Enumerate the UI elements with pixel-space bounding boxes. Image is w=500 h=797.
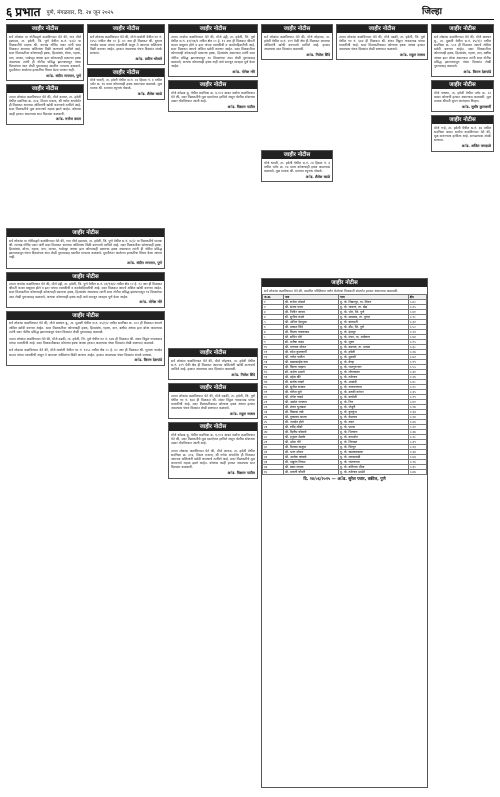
table-cell: ०.२५ bbox=[408, 305, 426, 310]
notice-body: मौजे पाषाण, ता. हवेली येथील प्लॉट क्र. २२ बाबत कोणाची हरकत असल्यास कळवावी. मूळ मालक श्रीमती सुमन आनंदराव निम्हण. bbox=[434, 90, 491, 104]
column-6 bbox=[431, 24, 494, 792]
notice-title: जाहीर नोटीस bbox=[432, 116, 493, 124]
schedule-footer: दि. २४/०६/२०२५ — अॅड. सुरेश पवार, वकील, पुणे bbox=[303, 476, 386, 482]
table-cell: मु. पो. दौंड, जि. पुणे bbox=[338, 325, 408, 330]
table-cell: श्री. सुनील बनकर bbox=[283, 385, 338, 390]
table-cell: ०.४६ bbox=[408, 420, 426, 425]
table-cell: ०.१६ bbox=[408, 460, 426, 465]
notice-title: जाहीर नोटीस bbox=[337, 25, 427, 33]
table-cell: मु. पो. कामशेत bbox=[338, 435, 408, 440]
table-cell: मु. पो. पाटस bbox=[338, 425, 408, 430]
table-cell: १६ bbox=[263, 375, 284, 380]
column-2 bbox=[87, 24, 165, 224]
notice-title: जाहीर नोटीस bbox=[169, 384, 257, 392]
table-cell: ०.३२ bbox=[408, 320, 426, 325]
table-cell: २३ bbox=[263, 410, 284, 415]
table-cell: २४ bbox=[263, 415, 284, 420]
lower-middle-block bbox=[168, 348, 258, 792]
schedule-title: जाहीर नोटीस bbox=[262, 279, 427, 287]
notice-signature: अॅड. मनोज कदम bbox=[55, 117, 81, 122]
table-cell: ०.२० bbox=[408, 385, 426, 390]
table-cell: मु. पो. नारायणगाव bbox=[338, 385, 408, 390]
notice-body: तमाम लोकांस कळविण्यात येते की, मौजे वडकी, ता. हवेली, जि. पुणे येथील गट नं. ६७४ ही मिळकत श्री. शंकर विठ्ठल गायकवाड यांच्या मालकीची आहे. सदर मिळकतीबाबत कोणाचा हक्क अथवा हरकत असल्यास पंधरा दिवसांत लेखी स्वरूपात कळवावे. bbox=[171, 393, 255, 411]
table-cell: मु. पो. पिरंगुट bbox=[338, 445, 408, 450]
newspaper-brand: प्रभात bbox=[15, 5, 41, 19]
table-cell: मु. पो. राजगुरुनगर bbox=[338, 365, 408, 370]
notice-box bbox=[168, 422, 258, 478]
table-cell: श्री. रमेश कुलकर्णी bbox=[283, 350, 338, 355]
table-cell: मु. पो. मुळशी bbox=[338, 355, 408, 360]
table-cell: ९ bbox=[263, 340, 284, 345]
notice-body: सर्व लोकांस कळविण्यात येते की, मौजे बावधन बु., ता. मुळशी येथील स.नं. ४५/१/२ मधील सदनिका क्र. ५०२ ही मिळकत आमचे अशिल खरेदी करणार आहेत. सदर मिळकतीवर कोणाचाही हक्क, हितसंबंध, गहाण, दान, बक्षीस अथवा इतर बोजा असल्यास त्यांनी सदर नोटीस प्रसिद्ध झाल्यापासून पंधरा दिवसांत लेखी पुराव्यासह कळवावे. bbox=[434, 34, 491, 68]
table-cell: ०.३४ bbox=[408, 450, 426, 455]
table-cell: ०.३० bbox=[408, 465, 426, 470]
table-row bbox=[263, 470, 427, 475]
table-cell: ०.४२ bbox=[408, 355, 426, 360]
table-cell: श्री. योगेश घुले bbox=[283, 390, 338, 395]
notice-box bbox=[431, 80, 494, 112]
table-cell: २६ bbox=[263, 425, 284, 430]
table-cell: ०.४० bbox=[408, 300, 426, 305]
column-5 bbox=[336, 24, 428, 274]
notice-signature: अॅड. किरण देशपांडे bbox=[134, 358, 162, 363]
table-cell: मु. पो. तळेगाव bbox=[338, 375, 408, 380]
col-header: अ.क्र. bbox=[263, 295, 284, 300]
column-4-lower bbox=[261, 150, 333, 274]
notice-signature: अॅड. निलेश शिंदे bbox=[306, 52, 330, 57]
column-3 bbox=[168, 24, 258, 344]
notice-box bbox=[261, 150, 333, 182]
notice-box bbox=[168, 383, 258, 419]
table-cell: मु. पो. निरा bbox=[338, 400, 408, 405]
table-cell: मु. पो. जेजुरी bbox=[338, 405, 408, 410]
table-cell: मु. पो. लोणावळा bbox=[338, 370, 408, 375]
table-cell: ०.३५ bbox=[408, 390, 426, 395]
notice-body: मौजे कोंढवा बु. येथील सदनिका क्र. ए-१०२ बाबत सर्वांना कळविण्यात येते की, सदर मिळकतीचे मूळ दस्तऐवज हरविले असून पोलीस स्टेशनला तक्रार नोंदविण्यात आली आहे. bbox=[171, 432, 255, 446]
notice-body: मौजे धायरी, ता. हवेली येथील स.नं. ८४ हिस्सा नं. ३ मधील प्लॉट क्र. १७ यावर कोणाचाही हक्क असल्यास कळवावे. मूळ मालक श्री. दत्तात्रय रघुनाथ पोकळे. bbox=[264, 160, 330, 173]
table-cell: श्री. संतोष लांडगे bbox=[283, 380, 338, 385]
table-cell: मु. पो. चाकण, ता. खेड bbox=[338, 305, 408, 310]
table-cell: मु. पो. सासवड, ता. पुरंदर bbox=[338, 315, 408, 320]
table-cell: ०.४१ bbox=[408, 400, 426, 405]
table-cell: मु. पो. भिगवण bbox=[338, 430, 408, 435]
notice-title: जाहीर नोटीस bbox=[169, 423, 257, 431]
notice-body: सर्व लोकांस या नोटीसद्वारे कळविण्यात येते की, गाव मौजे हडपसर, ता. हवेली, जि. पुणे येथील स.नं. ४२/२ या मिळकतीचे मालक श्री. रामचंद्र गोविंद पवार यांनी सदर मिळकत आमच्या अशिलांना विक्री करण्याचे ठरविले आहे. सदर मिळकतीवर कोणाचाही हक्क, हितसंबंध, बोजा, गहाण, दान, वारसा, भाडेपट्टा अथवा इतर कोणत्याही प्रकारचा हक्क असल्यास त्यांनी ही नोटीस प्रसिद्ध झाल्यापासून पंधरा दिवसांच्या आत लेखी पुराव्यासह खालील पत्त्यावर कळवावे. मुदतीनंतर आलेल्या हरकतींचा विचार केला जाणार नाही. bbox=[9, 34, 81, 73]
table-cell: २० bbox=[263, 395, 284, 400]
column-1 bbox=[6, 24, 84, 224]
notice-signature: अॅड. राहुल जाधव bbox=[399, 52, 425, 57]
table-cell: ०.२६ bbox=[408, 375, 426, 380]
table-cell: श्री. प्रकाश शिंदे bbox=[283, 325, 338, 330]
table-cell: ११ bbox=[263, 350, 284, 355]
table-cell: मु. पो. तळेगाव ढमढेरे bbox=[338, 470, 408, 475]
notice-box bbox=[6, 24, 84, 81]
table-cell: १२ bbox=[263, 355, 284, 360]
table-cell: मु. पो. हवेली bbox=[338, 350, 408, 355]
schedule-body bbox=[263, 300, 427, 475]
table-cell: ०.२३ bbox=[408, 445, 426, 450]
table-cell: ०.५५ bbox=[408, 365, 426, 370]
table-cell: मु. पो. कोरेगाव भीमा bbox=[338, 465, 408, 470]
table-cell: ०.१५ bbox=[408, 340, 426, 345]
table-cell: ०.४४ bbox=[408, 335, 426, 340]
table-cell: ०.३३ bbox=[408, 410, 426, 415]
table-cell: मु. पो. बारामती bbox=[338, 320, 408, 325]
table-cell: मु. पो. वडगाव, ता. मावळ bbox=[338, 345, 408, 350]
table-cell: श्री. किरण चव्हाण bbox=[283, 365, 338, 370]
table-cell: श्री. नितीन जाधव bbox=[283, 310, 338, 315]
table-cell: ०.३७ bbox=[408, 430, 426, 435]
lower-left-block bbox=[6, 228, 165, 792]
schedule-intro: सर्व लोकांस कळविण्यात येते की, खालील परिशिष्टात वर्णन केलेल्या मिळकती संदर्भात हरकत असल्यास कळवावी. bbox=[264, 288, 399, 293]
notice-body: सर्व लोकांस कळविण्यात येते की, मौजे वाघोली येथील गट नं. १२५८ मधील क्षेत्र ०० हे. ४० आर ही मिळकत श्री. सुभाष नामदेव सातव यांच्या मालकीची असून ते आमच्या अशिलांना विक्री करणार आहेत. हरकत असल्यास पंधरा दिवसांत संपर्क साधावा. bbox=[90, 34, 162, 56]
notice-body: तमाम जनतेस कळविण्यात येते की, मौजे उंड्री, ता. हवेली, जि. पुणे येथील स.नं. ३१/१अ/२ मधील क्षेत्र ०० हे. १२ आर ही मिळकत श्रीमती कमल बाबुराव होले व इतर यांच्या मालकीची व कब्जेवहिवाटीची आहे. सदर मिळकत आमचे अशिल खरेदी करणार आहेत. सदर मिळकतीवर कोणाचाही कोणत्याही प्रकारचा हक्क, हितसंबंध असल्यास त्यांनी सदर नोटीस प्रसिद्ध झाल्यापासून १४ दिवसांच्या आत लेखी पुराव्यासह कळवावे, अन्यथा कोणाचाही हक्क नाही असे समजून व्यवहार पूर्ण केला जाईल. bbox=[171, 34, 255, 68]
table-cell: ५ bbox=[263, 320, 284, 325]
notice-signature: अॅड. प्रवीण भोसले bbox=[135, 57, 162, 62]
notice-title: जाहीर नोटीस bbox=[7, 85, 83, 93]
table-cell: मु. पो. उरुळी कांचन bbox=[338, 390, 408, 395]
table-cell: श्री. अनिल देशमुख bbox=[283, 320, 338, 325]
table-cell: श्री. बबन जाधव bbox=[283, 465, 338, 470]
col-header: क्षेत्र bbox=[408, 295, 426, 300]
table-cell: मु. पो. शिरवळ bbox=[338, 440, 408, 445]
notice-signature: अॅड. अजित जगदाळे bbox=[461, 144, 491, 149]
notice-title: जाहीर नोटीस bbox=[432, 81, 493, 89]
notice-box bbox=[431, 24, 494, 77]
table-cell: ०.३१ bbox=[408, 370, 426, 375]
table-cell: मु. पो. आळंदी bbox=[338, 380, 408, 385]
table-cell: श्री. हनुमंत शेळके bbox=[283, 435, 338, 440]
notice-title: जाहीर नोटीस bbox=[169, 81, 257, 89]
table-cell: ०.२९ bbox=[408, 395, 426, 400]
notice-body: सर्व लोकांस कळविण्यात येते की, मौजे बावधन बु., ता. मुळशी येथील स.नं. ४५/१/२ मधील सदनिका क्र. ५०२ ही मिळकत आमचे अशिल खरेदी करणार आहेत. सदर मिळकतीवर कोणाचाही हक्क, हितसंबंध, गहाण, दान, बक्षीस अथवा इतर बोजा असल्यास त्यांनी सदर नोटीस प्रसिद्ध झाल्यापासून पंधरा दिवसांत लेखी पुराव्यासह कळवावे. bbox=[9, 321, 162, 334]
table-cell: श्री. भरत दरेकर bbox=[283, 450, 338, 455]
notice-signature: अॅड. योगेश मोरे bbox=[232, 69, 255, 74]
table-cell: २५ bbox=[263, 420, 284, 425]
table-cell: १८ bbox=[263, 385, 284, 390]
notice-box bbox=[6, 272, 165, 308]
notice-box bbox=[261, 24, 333, 60]
dateline: पुणे, मंगळवार, दि. २४ जून २०२५ bbox=[46, 10, 114, 16]
table-cell: १५ bbox=[263, 370, 284, 375]
table-cell: ३४ bbox=[263, 465, 284, 470]
table-cell: १७ bbox=[263, 380, 284, 385]
notice-body: तमाम लोकांस कळविण्यात येते की, मौजे कात्रज, ता. हवेली येथील सदनिका क्र. ३०४, तिसरा मजला, श्री गणेश अपार्टमेंट ही मिळकत आमच्या अशिलांनी खरेदी करण्याचे ठरविले आहे. सदर मिळकतीचे मूळ करारनामे गहाळ झाले आहेत. कोणास काही हरकत असल्यास सात दिवसांत कळवावी. bbox=[9, 94, 81, 116]
notice-box bbox=[6, 84, 84, 125]
notice-box bbox=[87, 68, 165, 100]
table-cell: २८ bbox=[263, 435, 284, 440]
notice-title: जाहीर नोटीस bbox=[7, 273, 164, 281]
table-cell: सौ. अर्चना ढमाले bbox=[283, 370, 338, 375]
table-cell: ०.१७ bbox=[408, 405, 426, 410]
notice-title: जाहीर नोटीस bbox=[7, 25, 83, 33]
table-cell: मु. पो. यवत bbox=[338, 420, 408, 425]
table-cell: १३ bbox=[263, 360, 284, 365]
notice-body: तमाम जनतेस कळविण्यात येते की, मौजे उंड्री, ता. हवेली, जि. पुणे येथील स.नं. ३१/१अ/२ मधील क्षेत्र ०० हे. १२ आर ही मिळकत श्रीमती कमल बाबुराव होले व इतर यांच्या मालकीची व कब्जेवहिवाटीची आहे. सदर मिळकत आमचे अशिल खरेदी करणार आहेत. सदर मिळकतीवर कोणाचाही कोणत्याही प्रकारचा हक्क, हितसंबंध असल्यास त्यांनी सदर नोटीस प्रसिद्ध झाल्यापासून १४ दिवसांच्या आत लेखी पुराव्यासह कळवावे, अन्यथा कोणाचाही हक्क नाही असे समजून व्यवहार पूर्ण केला जाईल. bbox=[9, 282, 162, 299]
table-cell: मु. पो. केडगाव bbox=[338, 415, 408, 420]
col-header: पत्ता bbox=[338, 295, 408, 300]
table-cell: ०.३९ bbox=[408, 440, 426, 445]
table-cell: ०.४७ bbox=[408, 470, 426, 475]
table-cell: १० bbox=[263, 345, 284, 350]
table-cell: ७ bbox=[263, 330, 284, 335]
table-cell: श्री. रवींद्र ठोंबरे bbox=[283, 425, 338, 430]
notice-title: जाहीर नोटीस bbox=[262, 151, 332, 159]
table-cell: ०.२२ bbox=[408, 330, 426, 335]
notice-signature: अॅड. सुधीर कुलकर्णी bbox=[461, 104, 491, 109]
table-cell: २२ bbox=[263, 405, 284, 410]
table-cell: श्री. मारुती चौधरी bbox=[283, 470, 338, 475]
page-number: ६ bbox=[6, 5, 13, 19]
table-cell: ०.२७ bbox=[408, 350, 426, 355]
notice-signature: अॅड. किरण देशपांडे bbox=[463, 69, 491, 74]
notice-box bbox=[6, 311, 165, 366]
notice-signature: अॅड. शैलेश काळे bbox=[137, 92, 162, 97]
table-cell: मु. पो. जुन्नर bbox=[338, 340, 408, 345]
notice-title: जाहीर नोटीस bbox=[7, 229, 164, 237]
notice-body: सर्व लोकांस या नोटीसद्वारे कळविण्यात येते की, गाव मौजे हडपसर, ता. हवेली, जि. पुणे येथील स.नं. ४२/२ या मिळकतीचे मालक श्री. रामचंद्र गोविंद पवार यांनी सदर मिळकत आमच्या अशिलांना विक्री करण्याचे ठरविले आहे. सदर मिळकतीवर कोणाचाही हक्क, हितसंबंध, बोजा, गहाण, दान, वारसा, भाडेपट्टा अथवा इतर कोणत्याही प्रकारचा हक्क असल्यास त्यांनी ही नोटीस प्रसिद्ध झाल्यापासून पंधरा दिवसांच्या आत लेखी पुराव्यासह खालील पत्त्यावर कळवावे. मुदतीनंतर आलेल्या हरकतींचा विचार केला जाणार नाही. bbox=[9, 238, 162, 260]
table-cell: श्री. सचिन मोरे bbox=[283, 335, 338, 340]
table-cell: ०.४३ bbox=[408, 455, 426, 460]
notice-body: मौजे कोंढवा बु. येथील सदनिका क्र. ए-१०२ बाबत सर्वांना कळविण्यात येते की, सदर मिळकतीचे मूळ दस्तऐवज हरविले असून पोलीस स्टेशनला तक्रार नोंदविण्यात आली आहे. bbox=[171, 90, 255, 104]
notice-title: जाहीर नोटीस bbox=[88, 25, 164, 33]
notice-body: तमाम लोकांस कळविण्यात येते की, मौजे वडकी, ता. हवेली, जि. पुणे येथील गट नं. ६७४ ही मिळकत श्री. शंकर विठ्ठल गायकवाड यांच्या मालकीची आहे. सदर मिळकतीबाबत कोणाचा हक्क अथवा हरकत असल्यास पंधरा दिवसांत लेखी स्वरूपात कळवावे. bbox=[339, 34, 425, 52]
table-cell: श्री. दिलीप कोकाटे bbox=[283, 430, 338, 435]
table-cell: श्री. शंकर भुजबळ bbox=[283, 405, 338, 410]
col-header: नाव bbox=[283, 295, 338, 300]
notice-box bbox=[431, 115, 494, 151]
notice-signature: अॅड. राहुल जाधव bbox=[229, 411, 255, 416]
notice-body: तमाम लोकांस कळविण्यात येते की, मौजे वडकी, ता. हवेली, जि. पुणे येथील गट नं. ६७४ ही मिळकत श्री. शंकर विठ्ठल गायकवाड यांच्या मालकीची आहे. सदर मिळकतीबाबत कोणाचा हक्क अथवा हरकत असल्यास पंधरा दिवसांत लेखी स्वरूपात कळवावे. bbox=[9, 336, 162, 346]
table-cell: २ bbox=[263, 305, 284, 310]
table-cell: सौ. मनीषा कदम bbox=[283, 340, 338, 345]
notice-box bbox=[168, 24, 258, 77]
table-cell: श्री. दत्तात्रय थोरात bbox=[283, 345, 338, 350]
table-cell: ३ bbox=[263, 310, 284, 315]
table-cell: ३५ bbox=[263, 470, 284, 475]
table-cell: ०.२८ bbox=[408, 435, 426, 440]
notice-signature: अॅड. विशाल पाटील bbox=[227, 471, 255, 476]
table-cell: १९ bbox=[263, 390, 284, 395]
notice-body: सर्व लोकांस कळविण्यात येते की, मौजे वाघोली येथील गट नं. १२५८ मधील क्षेत्र ०० हे. ४० आर ही मिळकत श्री. सुभाष नामदेव सातव यांच्या मालकीची असून ते आमच्या अशिलांना विक्री करणार आहेत. हरकत असल्यास पंधरा दिवसांत संपर्क साधावा. bbox=[9, 348, 162, 357]
notice-signature: अॅड. विशाल पाटील bbox=[227, 104, 255, 109]
table-cell: श्री. विजय गायकवाड bbox=[283, 330, 338, 335]
table-cell: मु. पो. मंचर, ता. आंबेगाव bbox=[338, 335, 408, 340]
table-cell: मु. पो. सणसवाडी bbox=[338, 455, 408, 460]
notice-signature: अॅड. संदीप जगताप, पुणे bbox=[127, 261, 162, 266]
notice-body: सर्व लोकांस कळविण्यात येते की, मौजे लोहगाव, ता. हवेली येथील स.नं. २१९ पैकी क्षेत्र ही मिळकत आमच्या अशिलांनी खरेदी करण्याचे ठरविले आहे. हरकत असल्यास सात दिवसांत कळवावी. bbox=[171, 358, 255, 371]
table-cell: २१ bbox=[263, 400, 284, 405]
table-cell: ८ bbox=[263, 335, 284, 340]
table-cell: श्री. पांडुरंग निकम bbox=[283, 460, 338, 465]
table-cell: श्री. गणेश पाटील bbox=[283, 355, 338, 360]
notice-body: मौजे नऱ्हे, ता. हवेली येथील स.नं. ३७ मधील सदनिका बाबत सर्वांना कळविण्यात येते की, मूळ करारनामा हरविला आहे. सापडल्यास संपर्क साधावा. bbox=[434, 125, 491, 143]
table-cell: मु. पो. भोर, जि. पुणे bbox=[338, 310, 408, 315]
section-title: जिल्हा bbox=[422, 7, 442, 17]
table-cell: श्री. नामदेव होले bbox=[283, 420, 338, 425]
notice-title: जाहीर नोटीस bbox=[169, 25, 257, 33]
schedule-notice bbox=[261, 278, 428, 788]
table-cell: ३१ bbox=[263, 450, 284, 455]
table-cell: श्री. मंगेश गावडे bbox=[283, 395, 338, 400]
table-cell: श्री. कैलास वाळुंज bbox=[283, 445, 338, 450]
notice-body: तमाम लोकांस कळविण्यात येते की, मौजे कात्रज, ता. हवेली येथील सदनिका क्र. ३०४, तिसरा मजला, श्री गणेश अपार्टमेंट ही मिळकत आमच्या अशिलांनी खरेदी करण्याचे ठरविले आहे. सदर मिळकतीचे मूळ करारनामे गहाळ झाले आहेत. कोणास काही हरकत असल्यास सात दिवसांत कळवावी. bbox=[171, 448, 255, 470]
table-cell: १ bbox=[263, 300, 284, 305]
table-cell: श्री. राजेश भोसले bbox=[283, 300, 338, 305]
table-cell: ४ bbox=[263, 315, 284, 320]
notice-title: जाहीर नोटीस bbox=[7, 312, 164, 320]
table-cell: श्री. बाळासाहेब वाघ bbox=[283, 360, 338, 365]
notice-title: जाहीर नोटीस bbox=[432, 25, 493, 33]
notice-title: जाहीर नोटीस bbox=[88, 69, 164, 77]
table-cell: श्री. विकास तांबे bbox=[283, 410, 338, 415]
table-cell: २९ bbox=[263, 440, 284, 445]
table-cell: १४ bbox=[263, 365, 284, 370]
notice-box bbox=[336, 24, 428, 60]
table-cell: मु. पो. शिक्रापूर, ता. शिरूर bbox=[338, 300, 408, 305]
table-cell: मु. पो. वेल्हा bbox=[338, 360, 408, 365]
notice-signature: अॅड. शैलेश काळे bbox=[305, 174, 330, 179]
table-cell: मु. पो. वाघोली bbox=[338, 395, 408, 400]
notice-body: मौजे धायरी, ता. हवेली येथील स.नं. ८४ हिस्सा नं. ३ मधील प्लॉट क्र. १७ यावर कोणाचाही हक्क असल्यास कळवावे. मूळ मालक श्री. दत्तात्रय रघुनाथ पोकळे. bbox=[90, 78, 162, 91]
notice-title: जाहीर नोटीस bbox=[169, 349, 257, 357]
notice-box bbox=[168, 348, 258, 380]
table-cell: ०.३८ bbox=[408, 345, 426, 350]
notice-box bbox=[87, 24, 165, 65]
table-cell: २७ bbox=[263, 430, 284, 435]
table-cell: सौ. सुनीता काळे bbox=[283, 315, 338, 320]
table-cell: ०.२१ bbox=[408, 425, 426, 430]
table-cell: ६ bbox=[263, 325, 284, 330]
table-cell: ०.१९ bbox=[408, 360, 426, 365]
table-cell: श्री. संजय पवार bbox=[283, 305, 338, 310]
table-cell: ०.६१ bbox=[408, 310, 426, 315]
table-cell: श्री. अशोक कांबळे bbox=[283, 455, 338, 460]
table-cell: ३३ bbox=[263, 460, 284, 465]
table-cell: श्री. तुकाराम सातव bbox=[283, 415, 338, 420]
notice-signature: अॅड. निलेश शिंदे bbox=[231, 372, 255, 377]
notice-signature: अॅड. संदीप जगताप, पुणे bbox=[46, 73, 81, 78]
table-cell: ०.२४ bbox=[408, 415, 426, 420]
table-cell: ३२ bbox=[263, 455, 284, 460]
table-cell: ०.४८ bbox=[408, 380, 426, 385]
table-cell: श्री. अमोल जगताप bbox=[283, 400, 338, 405]
notice-body: सर्व लोकांस कळविण्यात येते की, मौजे लोहगाव, ता. हवेली येथील स.नं. २१९ पैकी क्षेत्र ही मिळकत आमच्या अशिलांनी खरेदी करण्याचे ठरविले आहे. हरकत असल्यास सात दिवसांत कळवावी. bbox=[264, 34, 330, 52]
notice-box bbox=[168, 80, 258, 112]
table-cell: श्री. उमेश गोरे bbox=[283, 440, 338, 445]
table-cell: ३० bbox=[263, 445, 284, 450]
table-cell: मु. पो. कुरकुंभ bbox=[338, 410, 408, 415]
masthead bbox=[6, 4, 494, 20]
notice-box bbox=[6, 228, 165, 269]
schedule-table bbox=[262, 294, 427, 475]
notice-signature: अॅड. योगेश मोरे bbox=[139, 300, 162, 305]
notice-title: जाहीर नोटीस bbox=[262, 25, 332, 33]
schedule-block bbox=[261, 278, 428, 792]
table-cell: मु. पो. खडकवासला bbox=[338, 450, 408, 455]
table-cell: ०.१८ bbox=[408, 315, 426, 320]
table-cell: मु. पो. इंदापूर bbox=[338, 330, 408, 335]
table-cell: श्री. महेश खैरे bbox=[283, 375, 338, 380]
table-cell: मु. पो. रांजणगाव bbox=[338, 460, 408, 465]
table-cell: ०.५० bbox=[408, 325, 426, 330]
